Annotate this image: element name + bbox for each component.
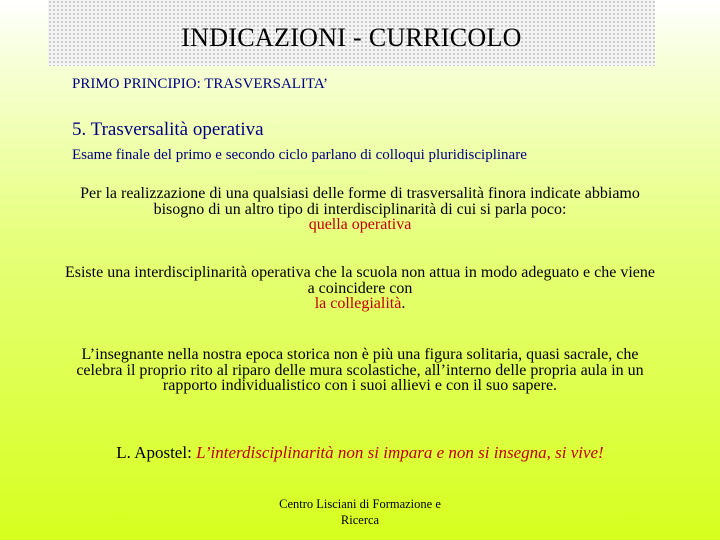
exam-note: Esame finale del primo e secondo ciclo parlano di colloqui pluridisciplinare — [72, 147, 527, 163]
quote-text: L’interdisciplinarità non si impara e non si insegna, si vive! — [196, 443, 604, 462]
title-banner — [48, 0, 655, 66]
paragraph-text: Per la realizzazione di una qualsiasi delle forme di trasversalità finora indicate abbiamo bisogno di un altro tipo di interdisciplinarità di cui si parla poco: — [80, 185, 640, 218]
footer-line-2: Ricerca — [340, 513, 380, 527]
page-title: INDICAZIONI - CURRICOLO — [181, 23, 522, 52]
paragraph-suffix: . — [401, 295, 406, 312]
paragraph-collegiality — [60, 265, 660, 312]
paragraph-text: Esiste una interdisciplinarità operativa che la scuola non attua in modo adeguato e che viene a coincidere con — [64, 264, 655, 297]
paragraph-teacher — [60, 347, 660, 394]
highlight-text: la collegialità — [314, 295, 402, 312]
principle-subtitle: PRIMO PRINCIPIO: TRASVERSALITA’ — [72, 76, 329, 92]
highlight-text: quella operativa — [308, 216, 412, 233]
apostel-quote — [75, 442, 645, 463]
paragraph-text: L’insegnante nella nostra epoca storica non è più una figura solitaria, quasi sacrale, che celebra il proprio rito al riparo delle mura scolastiche, all’interno delle propria aula in un rapporto individualistico con i suoi allievi e con il suo sapere. — [76, 346, 644, 394]
footer-credit — [240, 496, 480, 528]
footer-line-1: Centro Lisciani di Formazione e — [279, 497, 441, 511]
quote-author: L. Apostel: — [116, 443, 192, 462]
paragraph-operative — [60, 186, 660, 233]
section-heading: 5. Trasversalità operativa — [72, 119, 264, 140]
